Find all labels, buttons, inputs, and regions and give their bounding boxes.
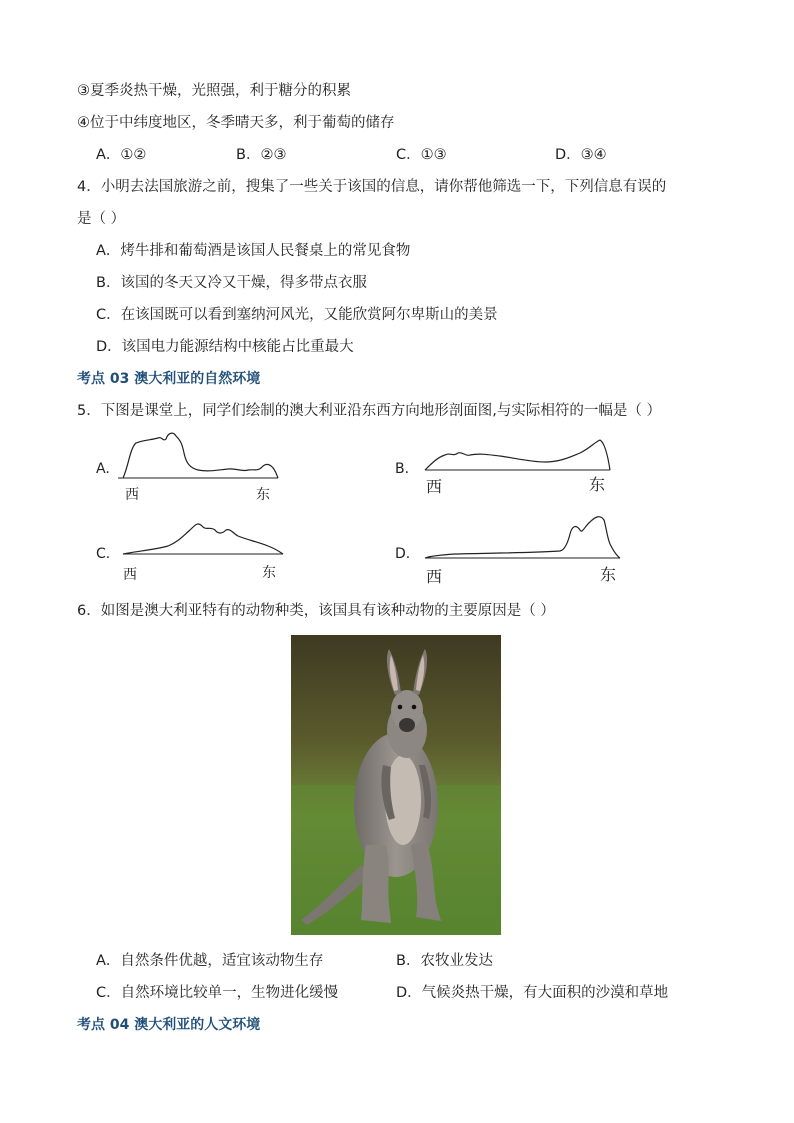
- q3-item-4: ④位于中纬度地区，冬季晴天多，利于葡萄的储存: [77, 115, 395, 131]
- q3-option-d: D．③④: [555, 147, 607, 163]
- profile-d-west: 西: [426, 567, 443, 586]
- q3-item-3: ③夏季炎热干燥，光照强，利于糖分的积累: [77, 83, 351, 99]
- profile-a-chart: [118, 428, 283, 483]
- profile-b-chart: [420, 435, 615, 475]
- q6-option-b: B．农牧业发达: [396, 953, 493, 969]
- section-heading-03: 考点 03 澳大利亚的自然环境: [77, 371, 261, 387]
- q4-option-c: C．在该国既可以看到塞纳河风光，又能欣赏阿尔卑斯山的美景: [96, 307, 498, 323]
- section-heading-04: 考点 04 澳大利亚的人文环境: [77, 1017, 261, 1033]
- profile-c-west: 西: [123, 567, 137, 583]
- profile-c-east: 东: [262, 565, 276, 581]
- q3-option-a: A．①②: [96, 147, 147, 163]
- profile-d-label: D.: [395, 546, 411, 562]
- q4-option-b: B．该国的冬天又冷又干燥，得多带点衣服: [96, 275, 367, 291]
- profile-b-east: 东: [589, 475, 606, 494]
- profile-a-east: 东: [256, 487, 270, 503]
- profile-a-label: A.: [96, 461, 110, 477]
- q6-option-c: C．自然环境比较单一，生物进化缓慢: [96, 985, 339, 1001]
- profile-a-west: 西: [125, 487, 139, 503]
- profile-d-east: 东: [600, 565, 617, 584]
- profile-c-chart: [118, 518, 288, 558]
- profile-d-chart: [420, 512, 625, 562]
- kangaroo-photo: [291, 635, 501, 935]
- profile-b-label: B.: [395, 461, 410, 477]
- q4-stem-line2: 是（ ）: [77, 211, 126, 227]
- q3-option-b: B．②③: [236, 147, 287, 163]
- q6-option-a: A．自然条件优越，适宜该动物生存: [96, 953, 324, 969]
- q6-stem: 6．如图是澳大利亚特有的动物种类，该国具有该种动物的主要原因是（ ）: [77, 603, 555, 619]
- q4-stem-line1: 4．小明去法国旅游之前，搜集了一些关于该国的信息，请你帮他筛选一下，下列信息有误的: [77, 179, 667, 195]
- profile-c-label: C.: [96, 546, 111, 562]
- q5-stem: 5．下图是课堂上，同学们绘制的澳大利亚沿东西方向地形剖面图,与实际相符的一幅是（ ）: [77, 403, 661, 419]
- q3-option-c: C．①③: [396, 147, 447, 163]
- q4-option-d: D．该国电力能源结构中核能占比重最大: [96, 339, 354, 355]
- profile-b-west: 西: [426, 477, 443, 496]
- q4-option-a: A．烤牛排和葡萄酒是该国人民餐桌上的常见食物: [96, 243, 411, 259]
- q6-option-d: D．气候炎热干燥，有大面积的沙漠和草地: [396, 985, 669, 1001]
